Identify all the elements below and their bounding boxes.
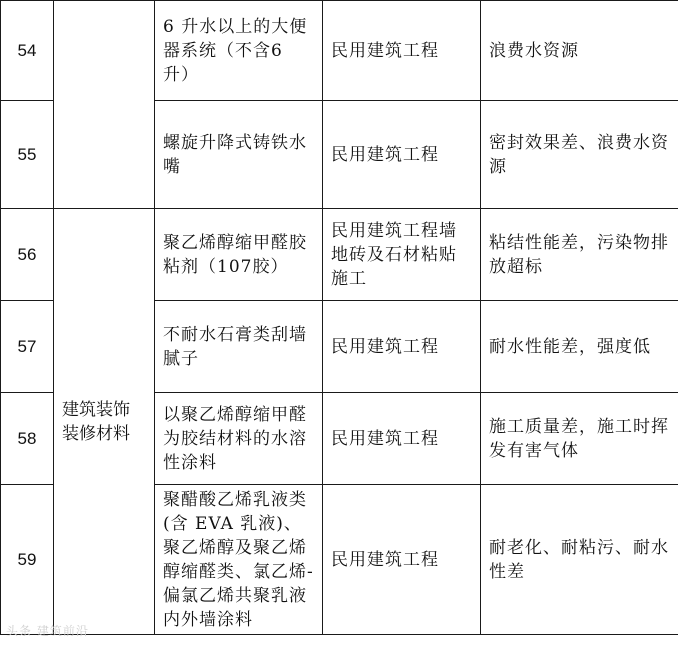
material-name: 螺旋升降式铸铁水嘴 — [155, 101, 323, 209]
material-name: 以聚乙烯醇缩甲醛为胶结材料的水溶性涂料 — [155, 393, 323, 485]
prohibition-reason: 耐老化、耐粘污、耐水性差 — [481, 485, 678, 635]
application-scope: 民用建筑工程墙地砖及石材粘贴施工 — [323, 209, 481, 301]
material-name: 不耐水石膏类刮墙腻子 — [155, 301, 323, 393]
application-scope: 民用建筑工程 — [323, 101, 481, 209]
material-name: 聚醋酸乙烯乳液类(含 EVA 乳液)、聚乙烯醇及聚乙烯醇缩醛类、氯乙烯-偏氯乙烯共聚乳液内外墙涂料 — [155, 485, 323, 635]
application-scope: 民用建筑工程 — [323, 485, 481, 635]
application-scope: 民用建筑工程 — [323, 301, 481, 393]
prohibition-reason: 粘结性能差，污染物排放超标 — [481, 209, 678, 301]
category-cell-empty — [54, 1, 155, 209]
prohibition-reason: 施工质量差，施工时挥发有害气体 — [481, 393, 678, 485]
row-number: 54 — [1, 1, 54, 101]
row-number: 59 — [1, 485, 54, 635]
prohibition-reason: 耐水性能差，强度低 — [481, 301, 678, 393]
material-name: 6 升水以上的大便器系统（不含6 升） — [155, 1, 323, 101]
row-number: 55 — [1, 101, 54, 209]
row-number: 57 — [1, 301, 54, 393]
table-row — [1, 1, 678, 101]
application-scope: 民用建筑工程 — [323, 393, 481, 485]
material-name: 聚乙烯醇缩甲醛胶粘剂（107胶） — [155, 209, 323, 301]
table-row — [1, 209, 678, 301]
row-number: 56 — [1, 209, 54, 301]
category-cell: 建筑装饰装修材料 — [54, 209, 155, 635]
prohibition-reason: 密封效果差、浪费水资源 — [481, 101, 678, 209]
prohibition-reason: 浪费水资源 — [481, 1, 678, 101]
application-scope: 民用建筑工程 — [323, 1, 481, 101]
row-number: 58 — [1, 393, 54, 485]
watermark: 头条 建筑前沿 — [6, 624, 89, 638]
